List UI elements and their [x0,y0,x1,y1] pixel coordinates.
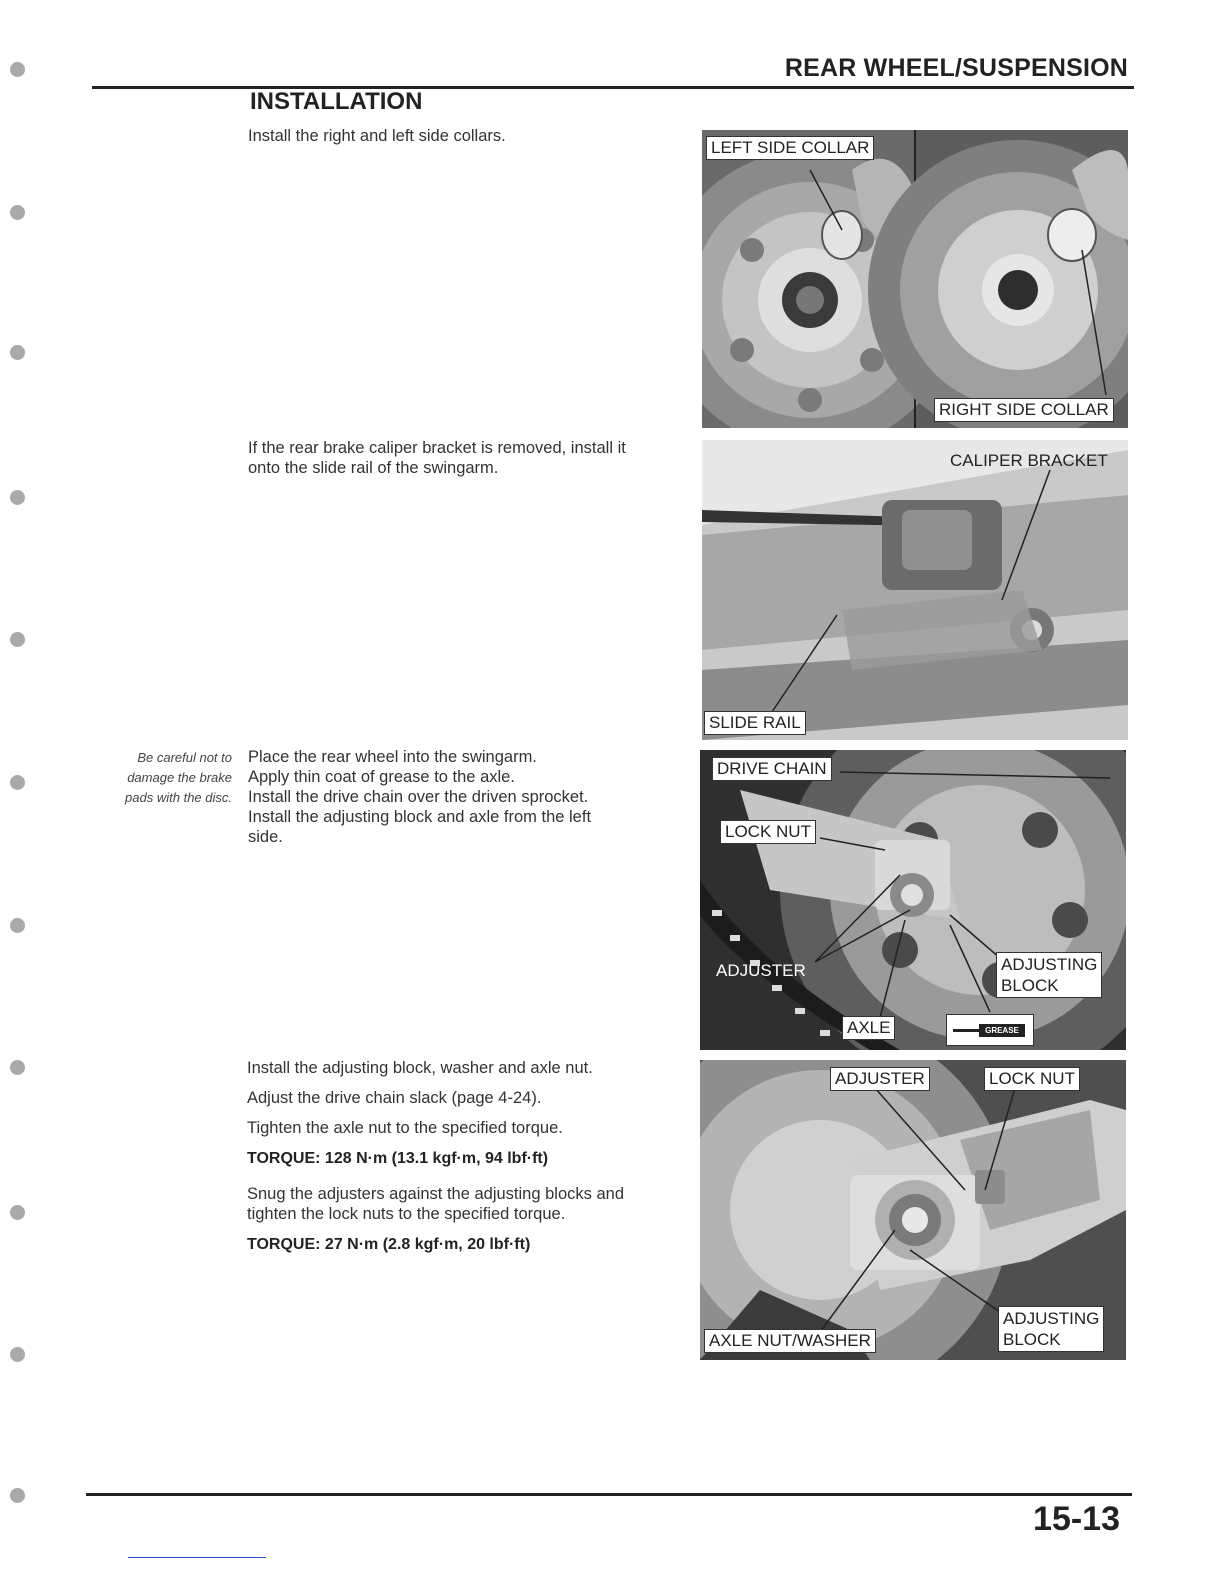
caliper-photo-illustration [702,440,1128,740]
axle-photo-illustration [700,750,1126,1050]
step-caliper-bracket [248,438,626,478]
figure-caliper-photo [702,440,1128,740]
binder-hole [10,345,25,360]
collars-photo-illustration [702,130,1128,428]
binder-hole [10,918,25,933]
figure-axle-nut-photo [700,1060,1126,1360]
footer-rule [86,1493,1132,1496]
page-number: 15-13 [1033,1500,1120,1538]
callout-slide-rail: SLIDE RAIL [704,711,806,735]
callout-drive-chain: DRIVE CHAIN [712,757,832,781]
callout-caliper-bracket: CALIPER BRACKET [950,451,1108,470]
callout-axle-nut-washer: AXLE NUT/WASHER [704,1329,876,1353]
binder-hole [10,632,25,647]
side-note-line: pads with the disc. [125,790,232,805]
figure-collars-photo [702,130,1128,428]
callout-adjusting-block-line2: BLOCK [1001,976,1059,995]
section-title: INSTALLATION [250,88,423,115]
side-note-line: damage the brake [127,770,232,785]
step-wheel-line: Apply thin coat of grease to the axle. [248,768,515,786]
side-note-caution [70,748,232,808]
binder-hole [10,1347,25,1362]
step-tighten: Tighten the axle nut to the specified torque. [247,1119,563,1137]
step-wheel-line: Install the drive chain over the driven sprocket. [248,788,589,806]
step-block: Install the adjusting block, washer and axle nut. [247,1059,593,1077]
step-slack: Adjust the drive chain slack (page 4-24). [247,1089,542,1107]
callout-adjuster: ADJUSTER [830,1067,930,1091]
step-snug-line1: Snug the adjusters against the adjusting blocks and [247,1185,625,1203]
bottom-link-underline [128,1557,266,1558]
callout-lock-nut: LOCK NUT [720,820,816,844]
header-rule [92,86,1134,89]
callout-adjusting-block [996,952,1102,998]
step-caliper-line2: onto the slide rail of the swingarm. [248,459,499,477]
step-snug-line2: tighten the lock nuts to the specified torque. [247,1205,566,1223]
binder-hole [10,1060,25,1075]
grease-symbol [946,1014,1034,1046]
step-wheel-line: Place the rear wheel into the swingarm. [248,748,537,766]
callout-adjusting-block-line2: BLOCK [1003,1330,1061,1349]
step-wheel-install [248,747,690,847]
step-snug [247,1184,689,1224]
binder-hole [10,490,25,505]
binder-hole [10,1205,25,1220]
binder-hole [10,205,25,220]
callout-axle: AXLE [842,1016,895,1040]
grease-nozzle-icon [953,1029,979,1032]
page-header-title: REAR WHEEL/SUSPENSION [784,54,1128,82]
callout-adjuster: ADJUSTER [716,961,806,980]
torque-lock-nut: TORQUE: 27 N·m (2.8 kgf·m, 20 lbf·ft) [247,1236,531,1253]
callout-right-side-collar: RIGHT SIDE COLLAR [934,398,1114,422]
step-wheel-line: Install the adjusting block and axle from the left [248,808,592,826]
side-note-line: Be careful not to [137,750,232,765]
callout-lock-nut: LOCK NUT [984,1067,1080,1091]
grease-label: GREASE [979,1024,1025,1037]
binder-hole [10,1488,25,1503]
callout-adjusting-block-line1: ADJUSTING [1001,955,1098,974]
step-wheel-line: side. [248,828,283,846]
step-collars: Install the right and left side collars. [248,127,506,145]
torque-axle-nut: TORQUE: 128 N·m (13.1 kgf·m, 94 lbf·ft) [247,1150,549,1167]
binder-hole [10,62,25,77]
figure-axle-photo [700,750,1126,1050]
callout-left-side-collar: LEFT SIDE COLLAR [706,136,874,160]
binder-hole [10,775,25,790]
callout-adjusting-block [998,1306,1104,1352]
step-caliper-line1: If the rear brake caliper bracket is removed, install it [248,439,626,457]
callout-adjusting-block-line1: ADJUSTING [1003,1309,1100,1328]
